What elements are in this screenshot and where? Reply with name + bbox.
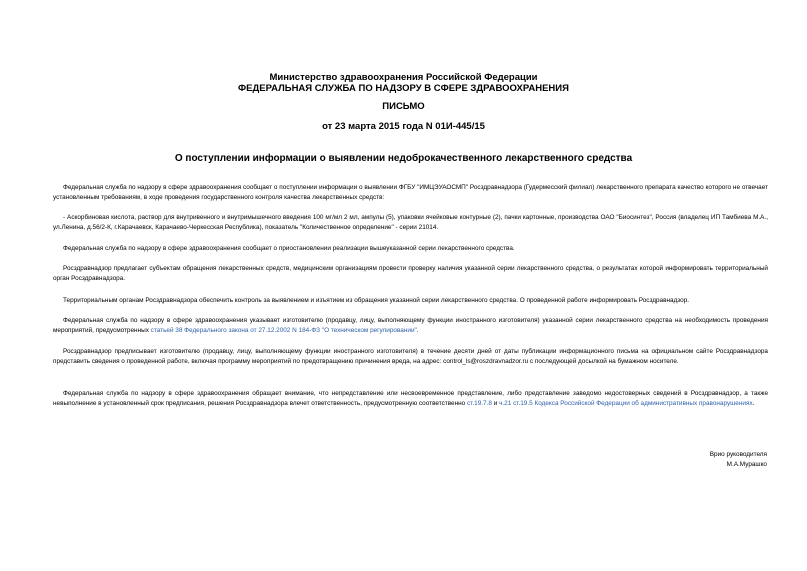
document-type: ПИСЬМО	[382, 101, 425, 112]
paragraph-text: Федеральная служба по надзору в сфере здравоохранения сообщает о поступлении информации о выявлении ФГБУ "ИМЦЭУАОСМП" Росздравнадзора (Гудермесский филиал) лекарственного препарата качество которого не отвечает установленным требованиям, в ходе проведения государственного контроля качества лекарственных средств:	[53, 184, 768, 202]
paragraph-7	[53, 347, 768, 367]
signature-name: М.А.Мурашко	[726, 461, 767, 468]
paragraph-text	[53, 316, 768, 336]
document-subject: О поступлении информации о выявлении недоброкачественного лекарственного средства	[174, 153, 633, 164]
paragraph-text-part: Федеральная служба по надзору в сфере здравоохранения указывает изготовителю (продавцу, лицу, выполняющему функции иностранного изготовителя) указанной серии лекарственного средства на необходимость проведения мероприятий, предусмотренных	[53, 317, 768, 335]
paragraph-text-part: и	[491, 400, 500, 408]
paragraph-text-part: .	[752, 400, 755, 408]
paragraph-text: Росздравнадзор предлагает субъектам обращения лекарственных средств, медицинским организациям провести проверку наличия указанной серии лекарственного средства, о результатах которой информировать территориальный орган Росздравнадзора.	[53, 265, 768, 283]
paragraph-4	[53, 264, 768, 284]
koap-19-5-link[interactable]: ч.21 ст.19.5 Кодекса Российской Федерации об административных правонарушениях	[499, 400, 753, 408]
document-date-number: от 23 марта 2015 года N 01И-445/15	[322, 121, 485, 132]
paragraph-2	[53, 213, 768, 233]
paragraph-text-part: .	[416, 327, 419, 335]
paragraph-text: Росздравнадзор предписывает изготовителю (продавцу, лицу, выполняющему функции иностранного изготовителя) в течение десяти дней от даты публикации информационного письма на официальном сайте Росздравнадзора представить сведения о проведенной работе, включая программу мероприятий по предотвращению причинения вреда, на адрес: control_ls@roszdravnadzor.ru с последующей досылкой на бумажном носителе.	[53, 348, 768, 366]
service-name: ФЕДЕРАЛЬНАЯ СЛУЖБА ПО НАДЗОРУ В СФЕРЕ ЗДРАВООХРАНЕНИЯ	[238, 83, 569, 94]
paragraph-1	[53, 183, 768, 203]
paragraph-3	[53, 244, 768, 254]
ministry-name: Министерство здравоохранения Российской Федерации	[269, 72, 538, 83]
law-184-fz-link[interactable]: статьей 38 Федерального закона от 27.12.2002 N 184-ФЗ "О техническом регулировании"	[150, 327, 417, 335]
paragraph-text: - Аскорбиновая кислота, раствор для внутривенного и внутримышечного введения 100 мг/мл 2 мл, ампулы (5), упаковки ячейковые контурные (2), пачки картонные, производства ОАО "Биосинтез", Россия (владелец ИП Тамбиева М.А., ул.Ленина, д.56/2-К, г.Карачаевск, Карачаево-Черкесская Республика), показатель "Количественное определение" - серии 21014.	[53, 214, 768, 232]
signature-position: Врио руководителя	[709, 451, 767, 458]
koap-19-7-8-link[interactable]: ст.19.7.8	[466, 400, 492, 408]
paragraph-text-part: Федеральная служба по надзору в сфере здравоохранения обращает внимание, что непредставление или несвоевременное представление, либо представление заведомо недостоверных сведений в Росздравнадзор, а также невыполнение в установленный срок предписания, решения Росздравнадзора влечет ответственность, предусмотренную соответственно	[53, 390, 768, 408]
paragraph-5	[53, 296, 768, 306]
paragraph-text: Федеральная служба по надзору в сфере здравоохранения сообщает о приостановлении реализации вышеуказанной серии лекарственного средства.	[63, 245, 515, 252]
paragraph-6	[53, 316, 768, 336]
paragraph-8	[53, 389, 768, 409]
paragraph-text: Территориальным органам Росздравнадзора обеспечить контроль за выявлением и изъятием из обращения указанной серии лекарственного средства. О проведенной работе информировать Росздравнадзор.	[63, 297, 690, 304]
paragraph-text	[53, 389, 768, 409]
